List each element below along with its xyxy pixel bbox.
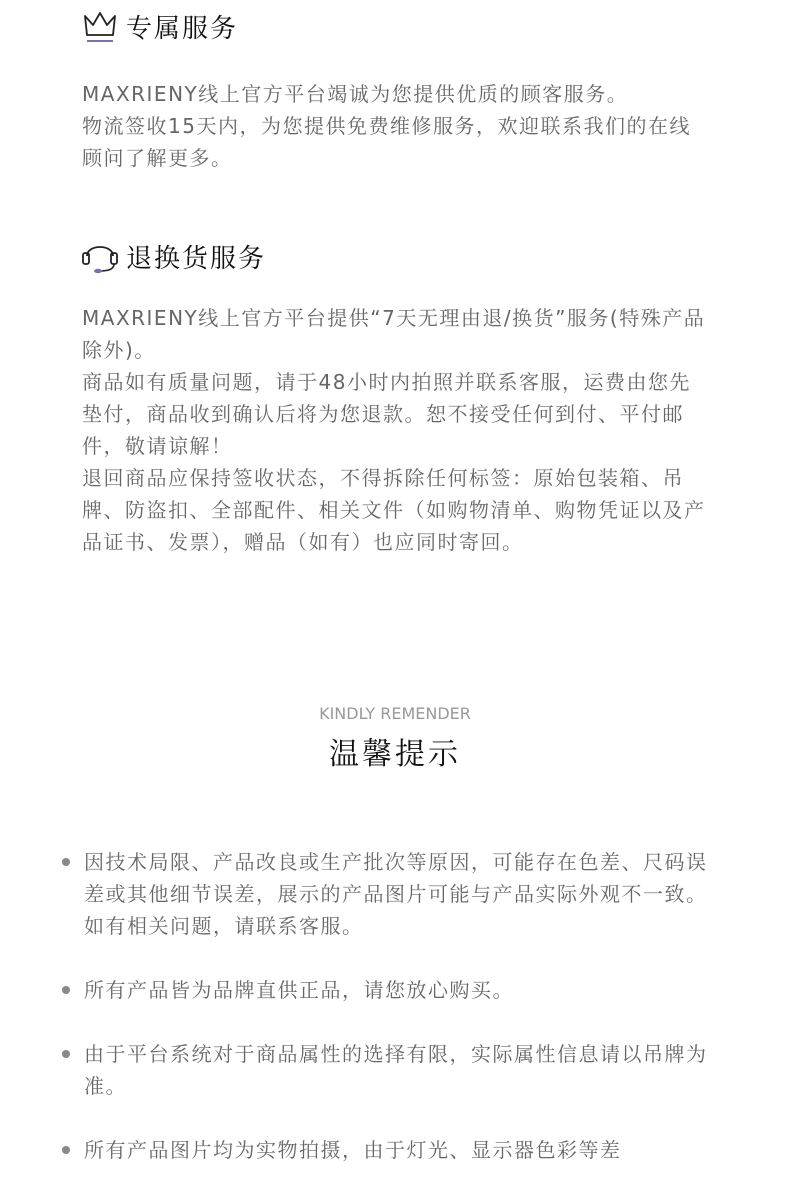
exclusive-paragraph-1: MAXRIENY线上官方平台竭诚为您提供优质的顾客服务。: [82, 82, 629, 106]
return-service-title: 退换货服务: [126, 243, 267, 274]
return-service-section: [82, 236, 712, 558]
list-item: [62, 1038, 712, 1102]
exclusive-service-title: 专属服务: [126, 13, 239, 44]
list-item: [62, 974, 712, 1006]
tip-text: 由于平台系统对于商品属性的选择有限，实际属性信息请以吊牌为准。: [84, 1042, 708, 1098]
bullet-dot: [62, 1050, 70, 1058]
reminder-tips-list: [62, 846, 712, 1198]
list-item: [62, 846, 712, 942]
bullet-dot: [62, 858, 70, 866]
bullet-dot: [62, 1146, 70, 1154]
reminder-chinese-title: 温馨提示: [329, 737, 461, 772]
headset-icon: [82, 238, 118, 274]
exclusive-paragraph-2: 物流签收15天内，为您提供免费维修服务，欢迎联系我们的在线顾问了解更多。: [82, 114, 691, 170]
exclusive-service-section: [82, 6, 712, 174]
return-service-header: [82, 236, 712, 276]
return-paragraph-2: 商品如有质量问题，请于48小时内拍照并联系客服，运费由您先垫付，商品收到确认后将为您退款。恕不接受任何到付、平付邮件，敬请谅解！: [82, 370, 691, 458]
crown-icon: [82, 8, 118, 44]
bullet-dot: [62, 986, 70, 994]
exclusive-service-header: [82, 6, 712, 46]
tip-text: 所有产品皆为品牌直供正品，请您放心购买。: [84, 978, 514, 1002]
return-paragraph-3: 退回商品应保持签收状态，不得拆除任何标签：原始包装箱、吊牌、防盗扣、全部配件、相关文件（如购物清单、购物凭证以及产品证书、发票），赠品（如有）也应同时寄回。: [82, 466, 706, 554]
list-item: [62, 1134, 712, 1166]
tip-text: 因技术局限、产品改良或生产批次等原因，可能存在色差、尺码误差或其他细节误差，展示的产品图片可能与产品实际外观不一致。如有相关问题，请联系客服。: [84, 850, 708, 938]
kindly-reminder-heading: [0, 704, 790, 773]
tip-text: 所有产品图片均为实物拍摄，由于灯光、显示器色彩等差: [84, 1138, 622, 1162]
return-paragraph-1: MAXRIENY线上官方平台提供“7天无理由退/换货”服务(特殊产品除外)。: [82, 306, 706, 362]
reminder-english-title: KINDLY REMENDER: [319, 704, 471, 723]
